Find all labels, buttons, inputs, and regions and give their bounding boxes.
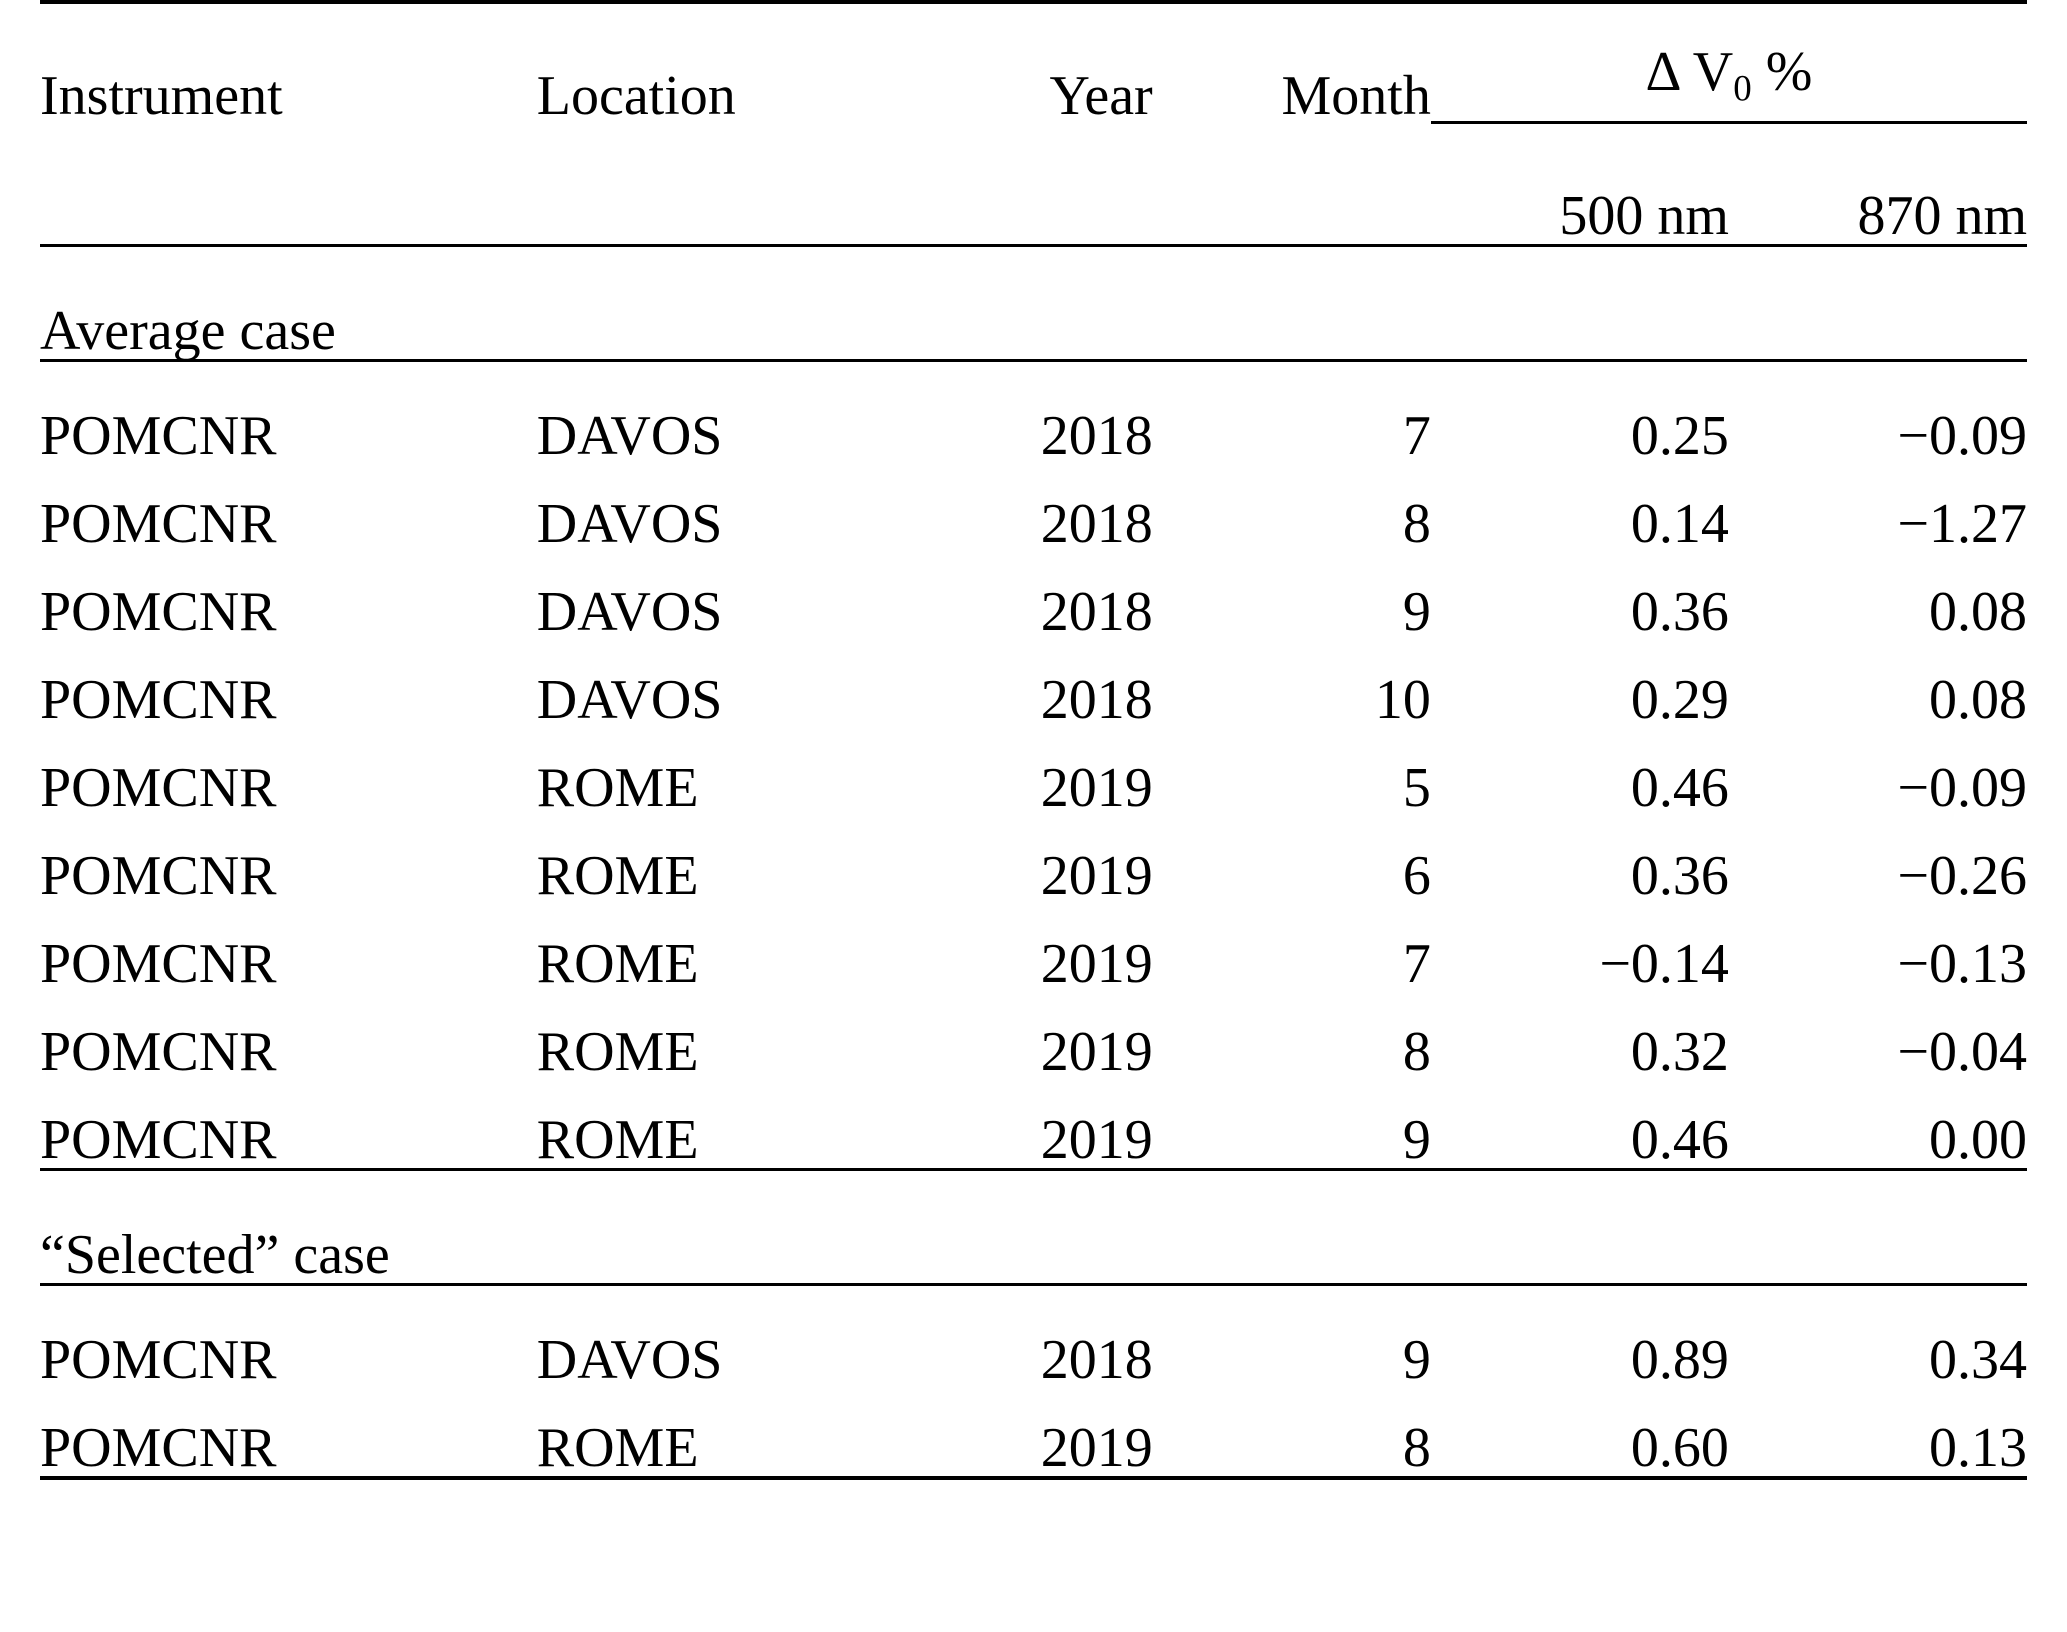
header-blank-month [1153, 124, 1431, 246]
cell-month: 7 [1402, 405, 1431, 467]
cell-year: 2018 [1040, 581, 1153, 643]
cell-delta-500: 0.25 [1630, 405, 1729, 467]
table-row [40, 361, 2027, 465]
cell-delta-870: −1.27 [1897, 493, 2027, 555]
cell-month: 8 [1402, 1021, 1431, 1083]
cell-year: 2019 [1040, 1021, 1153, 1083]
cell-month: 7 [1402, 933, 1431, 995]
cell-instrument: POMCNR [40, 1021, 277, 1083]
table-row [40, 816, 2027, 904]
cell-delta-870: −0.04 [1897, 1021, 2027, 1083]
header-instrument: Instrument [40, 2, 537, 124]
cell-delta-870: −0.26 [1897, 845, 2027, 907]
cell-month: 8 [1402, 493, 1431, 555]
section-title-average-case: Average case [40, 246, 2027, 361]
cell-delta-500: 0.36 [1630, 845, 1729, 907]
cell-year: 2019 [1040, 845, 1153, 907]
cell-delta-500: −0.14 [1599, 933, 1729, 995]
results-table [40, 0, 2027, 1480]
cell-location: DAVOS [536, 1329, 723, 1391]
cell-instrument: POMCNR [40, 581, 277, 643]
cell-instrument: POMCNR [40, 757, 277, 819]
table-row [40, 1080, 2027, 1170]
cell-year: 2019 [914, 1080, 1152, 1170]
cell-delta-500: 0.14 [1630, 493, 1729, 555]
section-title-selected-case: “Selected” case [40, 1170, 2027, 1285]
cell-location: DAVOS [536, 493, 723, 555]
cell-month: 9 [1402, 581, 1431, 643]
table-row [40, 552, 2027, 640]
cell-delta-870: −0.13 [1897, 933, 2027, 995]
cell-instrument: POMCNR [40, 1388, 537, 1478]
table-row [40, 728, 2027, 816]
table-row [40, 464, 2027, 552]
cell-delta-500: 0.36 [1630, 581, 1729, 643]
cell-delta-500: 0.60 [1431, 1388, 1729, 1478]
cell-month: 9 [1402, 1329, 1431, 1391]
cell-location: ROME [536, 845, 699, 907]
cell-delta-500: 0.29 [1630, 669, 1729, 731]
cell-location: DAVOS [536, 405, 723, 467]
header-month: Month [1153, 2, 1431, 124]
table-row [40, 904, 2027, 992]
cell-instrument: POMCNR [40, 1329, 277, 1391]
cell-delta-870: −0.09 [1897, 405, 2027, 467]
cell-year: 2018 [1040, 405, 1153, 467]
cell-delta-500: 0.46 [1431, 1080, 1729, 1170]
cell-location: ROME [536, 933, 699, 995]
cell-location: DAVOS [536, 581, 723, 643]
cell-month: 5 [1402, 757, 1431, 819]
section-title-row [40, 1170, 2027, 1285]
cell-year: 2019 [914, 1388, 1152, 1478]
cell-instrument: POMCNR [40, 845, 277, 907]
cell-location: ROME [537, 1080, 915, 1170]
cell-delta-870: 0.08 [1929, 669, 2027, 731]
cell-delta-870: −0.09 [1897, 757, 2027, 819]
cell-month: 8 [1153, 1388, 1431, 1478]
table-row [40, 640, 2027, 728]
cell-year: 2019 [1040, 757, 1153, 819]
cell-delta-500: 0.89 [1630, 1329, 1729, 1391]
section-title-row [40, 246, 2027, 361]
cell-delta-870: 0.34 [1929, 1329, 2027, 1391]
cell-location: ROME [536, 757, 699, 819]
header-year: Year [914, 2, 1152, 124]
cell-instrument: POMCNR [40, 1080, 537, 1170]
table-row [40, 992, 2027, 1080]
cell-year: 2018 [1040, 493, 1153, 555]
cell-delta-500: 0.46 [1630, 757, 1729, 819]
cell-location: DAVOS [536, 669, 723, 731]
cell-delta-870: 0.13 [1729, 1388, 2027, 1478]
cell-year: 2018 [1040, 669, 1153, 731]
header-wavelength-500: 500 nm [1431, 124, 1729, 246]
header-location: Location [537, 2, 915, 124]
cell-instrument: POMCNR [40, 493, 277, 555]
cell-instrument: POMCNR [40, 669, 277, 731]
table-row [40, 1285, 2027, 1389]
cell-delta-500: 0.32 [1630, 1021, 1729, 1083]
cell-location: ROME [537, 1388, 915, 1478]
header-blank-year [914, 124, 1152, 246]
cell-year: 2019 [1040, 933, 1153, 995]
cell-month: 9 [1153, 1080, 1431, 1170]
table-row [40, 1388, 2027, 1478]
header-delta-v0-group [1431, 2, 2027, 124]
header-delta-v0-label [1431, 40, 2027, 124]
cell-instrument: POMCNR [40, 405, 277, 467]
cell-delta-870: 0.00 [1729, 1080, 2027, 1170]
table-header-row-primary [40, 2, 2027, 124]
cell-month: 10 [1374, 669, 1431, 731]
cell-location: ROME [536, 1021, 699, 1083]
table-header-row-secondary [40, 124, 2027, 246]
header-wavelength-870: 870 nm [1729, 124, 2027, 246]
header-blank-location [537, 124, 915, 246]
percent-symbol: % [1765, 40, 1813, 103]
header-blank-instrument [40, 124, 537, 246]
cell-year: 2018 [1040, 1329, 1153, 1391]
delta-v-symbol: Δ $V_0$ [1645, 40, 1752, 109]
cell-month: 6 [1402, 845, 1431, 907]
cell-instrument: POMCNR [40, 933, 277, 995]
cell-delta-870: 0.08 [1929, 581, 2027, 643]
